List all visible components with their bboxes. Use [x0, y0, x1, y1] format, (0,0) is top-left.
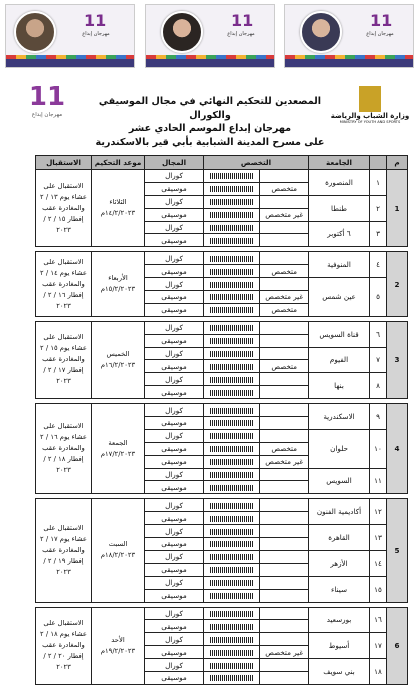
col-judging: موعد التحكيم	[92, 156, 145, 170]
specialty: متخصص	[260, 182, 309, 195]
footer-strip	[285, 59, 413, 67]
field: موسيقى	[145, 265, 204, 278]
field: كورال	[145, 499, 204, 512]
specialty: متخصص	[260, 442, 309, 455]
field: موسيقى	[145, 589, 204, 602]
field: موسيقى	[145, 538, 204, 551]
barcode-icon	[210, 593, 254, 599]
row-number: ٩	[370, 404, 387, 430]
barcode	[204, 576, 260, 589]
barcode	[204, 620, 260, 633]
barcode-icon	[210, 420, 254, 426]
field: موسيقى	[145, 291, 204, 304]
specialty: غير متخصص	[260, 208, 309, 221]
group-number: 3	[387, 321, 408, 398]
banner-center	[145, 4, 275, 68]
footer-strip	[6, 59, 134, 67]
field: موسيقى	[145, 386, 204, 399]
barcode	[204, 221, 260, 234]
barcode-icon	[210, 624, 254, 630]
logo-text: مهرجان إبداع	[31, 112, 63, 118]
barcode-icon	[210, 377, 254, 383]
row-number: ١٢	[370, 499, 387, 525]
group-number: 4	[387, 404, 408, 494]
barcode-icon	[210, 516, 254, 522]
specialty	[260, 576, 309, 589]
university-name: أكاديمية الفنون	[309, 499, 370, 525]
reception: الاستقبال على عشاء يوم ١٨ / ٢ والمغادرة عقب إفطار ٢٠ / ٢ / ٢٠٢٣	[36, 607, 92, 684]
field: موسيقى	[145, 417, 204, 430]
field: كورال	[145, 404, 204, 417]
col-number	[370, 156, 387, 170]
festival-name: مهرجان إبداع	[366, 31, 394, 37]
specialty	[260, 481, 309, 494]
barcode-icon	[210, 338, 254, 344]
university-name: السويس	[309, 468, 370, 494]
specialty	[260, 589, 309, 602]
barcode-icon	[210, 446, 254, 452]
field: موسيقى	[145, 455, 204, 468]
university-name: القاهرة	[309, 525, 370, 551]
col-specialty: التخصص	[204, 156, 309, 170]
judging-date	[92, 499, 145, 602]
field: موسيقى	[145, 620, 204, 633]
banner-right	[284, 4, 414, 68]
table-row	[36, 321, 408, 334]
schedule-table	[35, 155, 408, 685]
barcode	[204, 550, 260, 563]
photo	[161, 11, 203, 53]
university-name: بورسعيد	[309, 607, 370, 633]
specialty	[260, 404, 309, 417]
group-number: 6	[387, 607, 408, 684]
group-number: 5	[387, 499, 408, 602]
specialty	[260, 633, 309, 646]
barcode	[204, 525, 260, 538]
field: موسيقى	[145, 442, 204, 455]
specialty	[260, 386, 309, 399]
specialty	[260, 252, 309, 265]
field: موسيقى	[145, 234, 204, 247]
barcode-icon	[210, 503, 254, 509]
festival-number: 11	[370, 11, 393, 30]
specialty	[260, 221, 309, 234]
field: موسيقى	[145, 360, 204, 373]
col-m: م	[387, 156, 408, 170]
barcode-icon	[210, 351, 254, 357]
field: كورال	[145, 278, 204, 291]
university-name: الفيوم	[309, 347, 370, 373]
judging-date	[92, 607, 145, 684]
specialty	[260, 334, 309, 347]
page-title	[80, 95, 340, 149]
row-number: ٢	[370, 195, 387, 221]
row-number: ١	[370, 170, 387, 196]
row-number: ١١	[370, 468, 387, 494]
barcode-icon	[210, 567, 254, 573]
festival-name: مهرجان إبداع	[82, 31, 110, 37]
barcode-icon	[210, 199, 254, 205]
university-name: بنها	[309, 373, 370, 399]
col-reception: الاستقبال	[36, 156, 92, 170]
specialty	[260, 195, 309, 208]
specialty: متخصص	[260, 360, 309, 373]
field: موسيقى	[145, 303, 204, 316]
photo	[14, 11, 56, 53]
specialty	[260, 234, 309, 247]
barcode	[204, 633, 260, 646]
barcode-icon	[210, 472, 254, 478]
festival-number: 11	[231, 11, 254, 30]
barcode-icon	[210, 256, 254, 262]
specialty	[260, 429, 309, 442]
banner-left	[5, 4, 135, 68]
photo	[300, 11, 342, 53]
festival-number: 11	[84, 11, 107, 30]
specialty: غير متخصص	[260, 455, 309, 468]
university-name: عين شمس	[309, 278, 370, 317]
university-name: الاسكندرية	[309, 404, 370, 430]
row-number: ٥	[370, 278, 387, 317]
reception: الاستقبال على عشاء يوم ١٤ / ٢ والمغادرة عقب إفطار ١٦ / ٢ / ٢٠٢٣	[36, 252, 92, 316]
specialty: غير متخصص	[260, 291, 309, 304]
specialty	[260, 607, 309, 620]
table-row	[36, 170, 408, 183]
barcode	[204, 373, 260, 386]
barcode	[204, 404, 260, 417]
field: كورال	[145, 221, 204, 234]
judging-date	[92, 321, 145, 398]
barcode-icon	[210, 225, 254, 231]
specialty	[260, 278, 309, 291]
barcode	[204, 334, 260, 347]
specialty	[260, 512, 309, 525]
specialty: غير متخصص	[260, 646, 309, 659]
barcode	[204, 252, 260, 265]
university-name: ٦ أكتوبر	[309, 221, 370, 247]
university-name: المنوفية	[309, 252, 370, 278]
specialty: متخصص	[260, 265, 309, 278]
title-line-2: مهرجان إبداع الموسم الحادي عشر	[128, 123, 292, 134]
field: كورال	[145, 373, 204, 386]
row-number: ٤	[370, 252, 387, 278]
reception: الاستقبال على عشاء يوم ١٧ / ٢ والمغادرة عقب إفطار ١٩ / ٢ / ٢٠٢٣	[36, 499, 92, 602]
university-name: حلوان	[309, 429, 370, 468]
barcode-icon	[210, 529, 254, 535]
row-number: ١٨	[370, 659, 387, 685]
barcode-icon	[210, 408, 254, 414]
row-number: ٨	[370, 373, 387, 399]
group-number: 1	[387, 170, 408, 247]
barcode	[204, 303, 260, 316]
specialty	[260, 563, 309, 576]
field: كورال	[145, 429, 204, 442]
barcode-icon	[210, 212, 254, 218]
row-number: ٧	[370, 347, 387, 373]
specialty	[260, 499, 309, 512]
barcode	[204, 417, 260, 430]
barcode	[204, 278, 260, 291]
reception: الاستقبال على عشاء يوم ١٦ / ٢ والمغادرة عقب إفطار ١٨ / ٢ / ٢٠٢٣	[36, 404, 92, 494]
barcode-icon	[210, 650, 254, 656]
barcode-icon	[210, 637, 254, 643]
specialty	[260, 550, 309, 563]
barcode-icon	[210, 186, 254, 192]
logo-number: 11	[28, 82, 66, 112]
specialty	[260, 659, 309, 672]
judging-day: الخميس	[106, 349, 130, 358]
field: موسيقى	[145, 334, 204, 347]
barcode	[204, 360, 260, 373]
barcode	[204, 646, 260, 659]
specialty	[260, 170, 309, 183]
university-name: سيناء	[309, 576, 370, 602]
festival-name: مهرجان إبداع	[227, 31, 255, 37]
university-name: أسيوط	[309, 633, 370, 659]
field: موسيقى	[145, 646, 204, 659]
footer-strip	[146, 59, 274, 67]
barcode-icon	[210, 238, 254, 244]
university-name: المنصورة	[309, 170, 370, 196]
specialty: متخصص	[260, 303, 309, 316]
barcode-icon	[210, 611, 254, 617]
barcode	[204, 468, 260, 481]
judging-day: الأربعاء	[108, 274, 128, 283]
barcode	[204, 563, 260, 576]
university-name: بني سويف	[309, 659, 370, 685]
table-row	[36, 607, 408, 620]
judging-date-value: ١٥/٢/٢٠٢٣م	[100, 285, 136, 294]
field: موسيقى	[145, 182, 204, 195]
barcode	[204, 291, 260, 304]
field: كورال	[145, 252, 204, 265]
ministry-name-en: MINISTRY OF YOUTH AND SPORTS	[339, 120, 401, 124]
row-number: ٦	[370, 321, 387, 347]
barcode-icon	[210, 554, 254, 560]
field: كورال	[145, 633, 204, 646]
barcode-icon	[210, 307, 254, 313]
judging-day: الأحد	[111, 635, 125, 644]
eagle-icon	[359, 86, 381, 112]
barcode-icon	[210, 541, 254, 547]
barcode	[204, 659, 260, 672]
field: موسيقى	[145, 481, 204, 494]
col-university: الجامعة	[309, 156, 370, 170]
barcode	[204, 512, 260, 525]
barcode	[204, 589, 260, 602]
field: كورال	[145, 607, 204, 620]
barcode	[204, 429, 260, 442]
barcode	[204, 499, 260, 512]
judging-day: الثلاثاء	[109, 198, 127, 207]
barcode	[204, 182, 260, 195]
judging-date-value: ١٤/٢/٢٠٢٣م	[100, 209, 136, 218]
group-number: 2	[387, 252, 408, 316]
table-row	[36, 499, 408, 512]
specialty	[260, 468, 309, 481]
barcode	[204, 265, 260, 278]
specialty	[260, 671, 309, 684]
barcode-icon	[210, 282, 254, 288]
barcode	[204, 208, 260, 221]
specialty	[260, 347, 309, 360]
barcode	[204, 538, 260, 551]
row-number: ٣	[370, 221, 387, 247]
university-name: طنطا	[309, 195, 370, 221]
table-row	[36, 404, 408, 417]
field: كورال	[145, 468, 204, 481]
barcode	[204, 481, 260, 494]
row-number: ١٦	[370, 607, 387, 633]
barcode-icon	[210, 663, 254, 669]
judging-day: السبت	[108, 540, 128, 549]
barcode-icon	[210, 580, 254, 586]
barcode-icon	[210, 269, 254, 275]
barcode	[204, 234, 260, 247]
header-row	[36, 156, 408, 170]
field: موسيقى	[145, 671, 204, 684]
field: موسيقى	[145, 512, 204, 525]
field: موسيقى	[145, 208, 204, 221]
row-number: ١٧	[370, 633, 387, 659]
reception: الاستقبال على عشاء يوم ١٥ / ٢ والمغادرة عقب إفطار ١٧ / ٢ / ٢٠٢٣	[36, 321, 92, 398]
judging-date-value: ١٩/٢/٢٠٢٣م	[100, 646, 136, 655]
barcode-icon	[210, 390, 254, 396]
reception: الاستقبال على عشاء يوم ١٣ / ٢ والمغادرة عقب إفطار ١٥ / ٢ / ٢٠٢٣	[36, 170, 92, 247]
barcode	[204, 170, 260, 183]
col-field: المجال	[145, 156, 204, 170]
row-number: ١٣	[370, 525, 387, 551]
barcode	[204, 321, 260, 334]
field: كورال	[145, 659, 204, 672]
judging-day: الجمعة	[108, 438, 128, 447]
barcode	[204, 455, 260, 468]
specialty	[260, 373, 309, 386]
barcode	[204, 386, 260, 399]
judging-date	[92, 170, 145, 247]
field: موسيقى	[145, 563, 204, 576]
specialty	[260, 620, 309, 633]
barcode-icon	[210, 364, 254, 370]
barcode-icon	[210, 433, 254, 439]
barcode-icon	[210, 173, 254, 179]
field: كورال	[145, 576, 204, 589]
barcode	[204, 195, 260, 208]
specialty	[260, 525, 309, 538]
field: كورال	[145, 195, 204, 208]
field: كورال	[145, 347, 204, 360]
specialty	[260, 321, 309, 334]
judging-date-value: ١٨/٢/٢٠٢٣م	[100, 551, 136, 560]
university-name: قناة السويس	[309, 321, 370, 347]
ministry-name-ar: وزارة الشباب والرياضة	[330, 112, 410, 120]
ministry-logo	[330, 86, 410, 124]
field: كورال	[145, 170, 204, 183]
barcode	[204, 442, 260, 455]
specialty	[260, 417, 309, 430]
judging-date	[92, 404, 145, 494]
row-number: ١٥	[370, 576, 387, 602]
judging-date	[92, 252, 145, 316]
table-row	[36, 252, 408, 265]
row-number: ١٤	[370, 550, 387, 576]
barcode	[204, 347, 260, 360]
barcode	[204, 607, 260, 620]
field: كورال	[145, 321, 204, 334]
barcode-icon	[210, 459, 254, 465]
row-number: ١٠	[370, 429, 387, 468]
university-name: الأزهر	[309, 550, 370, 576]
title-line-1: المصعدين للتحكيم النهائي في مجال الموسيقي والكورال	[98, 96, 322, 121]
title-line-3: على مسرح المدينة الشبابية بأبي قير بالاسكندرية	[95, 136, 325, 148]
judging-date-value: ١٧/٢/٢٠٢٣م	[100, 449, 136, 458]
barcode-icon	[210, 294, 254, 300]
barcode-icon	[210, 675, 254, 681]
festival-logo	[18, 82, 76, 134]
judging-date-value: ١٦/٢/٢٠٢٣م	[100, 360, 136, 369]
specialty	[260, 538, 309, 551]
field: كورال	[145, 550, 204, 563]
barcode	[204, 671, 260, 684]
barcode-icon	[210, 485, 254, 491]
barcode-icon	[210, 325, 254, 331]
field: كورال	[145, 525, 204, 538]
